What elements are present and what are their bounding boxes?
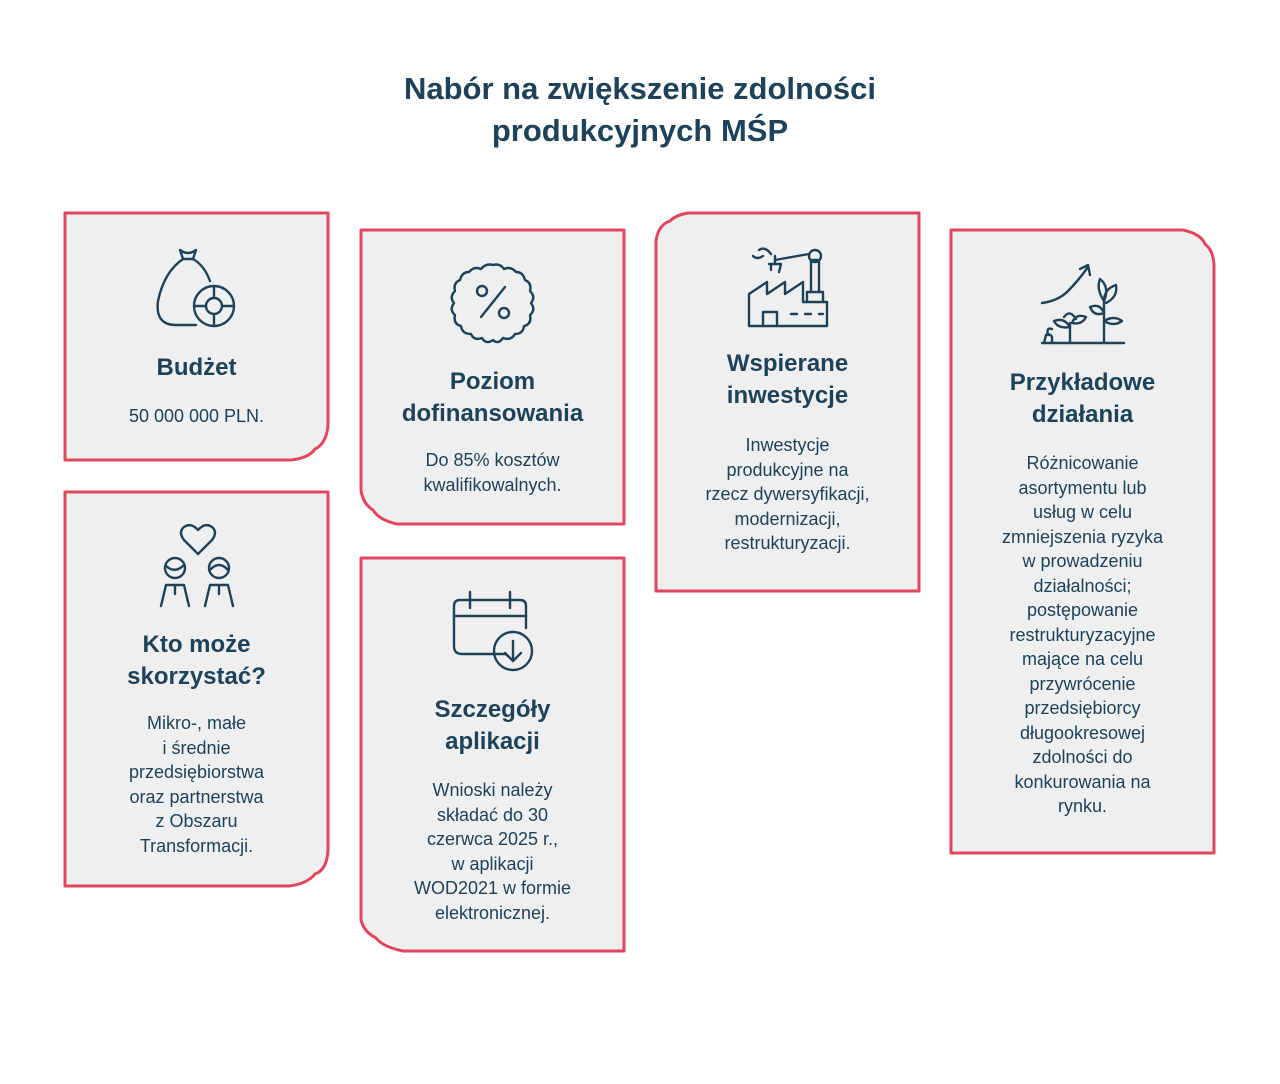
examples-heading-line: Przykładowe: [1009, 369, 1156, 396]
investments-text-line: Inwestycje: [745, 435, 830, 455]
examples-text-line: asortymentu lub: [1018, 477, 1147, 498]
examples-text-line: konkurowania na: [1014, 771, 1151, 792]
examples-text-line: restrukturyzacyjne: [1009, 624, 1156, 645]
application-heading: [434, 694, 550, 758]
examples-text-line: działalności;: [1033, 575, 1132, 596]
examples-text-line: usług w celu: [1032, 502, 1133, 522]
eligible-text-line: oraz partnerstwa: [129, 786, 264, 807]
investments-heading: [727, 348, 848, 412]
cofinancing-heading-line: Poziom: [449, 368, 536, 395]
examples-text-line: długookresowej: [1019, 722, 1146, 743]
percent-badge-icon: [448, 261, 538, 347]
examples-text-line: przywrócenie: [1029, 673, 1136, 694]
factory-robot-arm-icon: [743, 242, 833, 328]
money-bag-coin-icon: [152, 246, 242, 332]
page-title-line-1: Nabór na zwiększenie zdolności: [403, 71, 876, 106]
examples-card: [951, 230, 1214, 853]
eligible-heading-line: Kto może: [142, 631, 251, 658]
examples-text-line: przedsiębiorcy: [1024, 698, 1141, 718]
budget-heading: Budżet: [156, 354, 237, 381]
page-title-line-2: produkcyjnych MŚP: [491, 113, 789, 148]
investments-text-line: modernizacji,: [734, 508, 841, 529]
application-text-line: składać do 30: [436, 804, 549, 825]
investments-text: [705, 433, 869, 556]
examples-text-line: zdolności do: [1032, 747, 1133, 767]
examples-text-line: zmniejszenia ryzyka: [1001, 526, 1164, 547]
people-heart-icon: [152, 522, 242, 608]
examples-text-line: mające na celu: [1021, 649, 1144, 669]
examples-text-line: w prowadzeniu: [1022, 551, 1143, 571]
application-card: [361, 558, 624, 951]
examples-heading-line: działania: [1031, 401, 1134, 428]
eligible-text-line: Mikro-, małe: [146, 713, 246, 733]
examples-text-line: postępowanie: [1026, 600, 1139, 620]
budget-text-line: 50 000 000 PLN.: [128, 406, 265, 426]
cofinancing-text-line: kwalifikowalnych.: [423, 474, 562, 495]
eligible-text-line: i średnie: [162, 737, 231, 758]
eligible-heading-line: skorzystać?: [127, 663, 266, 690]
eligible-heading: [127, 629, 266, 693]
page-title: [240, 68, 1040, 152]
application-heading-line: Szczegóły: [434, 696, 551, 723]
budget-card: [65, 213, 328, 460]
application-text-line: WOD2021 w formie: [413, 878, 572, 898]
examples-text: [1002, 451, 1163, 819]
application-text: [414, 778, 571, 925]
investments-heading-line: Wspierane: [726, 350, 849, 377]
budget-text: [129, 404, 264, 429]
investments-heading-line: inwestycje: [726, 382, 849, 409]
calendar-download-icon: [448, 588, 538, 674]
growth-plant-icon: [1038, 261, 1128, 347]
application-text-line: czerwca 2025 r.,: [426, 829, 559, 849]
cofinancing-heading: [402, 366, 583, 430]
examples-text-line: Różnicowanie: [1026, 453, 1139, 473]
eligible-text-line: przedsiębiorstwa: [128, 762, 265, 782]
examples-text-line: rynku.: [1057, 796, 1108, 816]
investments-text-line: produkcyjne na: [726, 459, 849, 480]
investments-card: [656, 213, 919, 591]
investments-text-line: restrukturyzacji.: [724, 533, 851, 553]
application-text-line: w aplikacji: [451, 853, 534, 874]
cofinancing-text-line: Do 85% kosztów: [425, 450, 560, 470]
eligible-card: [65, 492, 328, 886]
cofinancing-text: [423, 448, 561, 497]
cofinancing-heading-line: dofinansowania: [401, 400, 584, 427]
eligible-text-line: z Obszaru: [155, 811, 238, 831]
eligible-text-line: Transformacji.: [139, 835, 254, 856]
cofinancing-card: [361, 230, 624, 524]
eligible-text: [129, 711, 264, 858]
application-text-line: elektronicznej.: [434, 902, 551, 923]
examples-heading: [1010, 367, 1155, 431]
application-heading-line: aplikacji: [445, 728, 540, 755]
investments-text-line: rzecz dywersyfikacji,: [705, 484, 870, 504]
application-text-line: Wnioski należy: [432, 780, 553, 800]
